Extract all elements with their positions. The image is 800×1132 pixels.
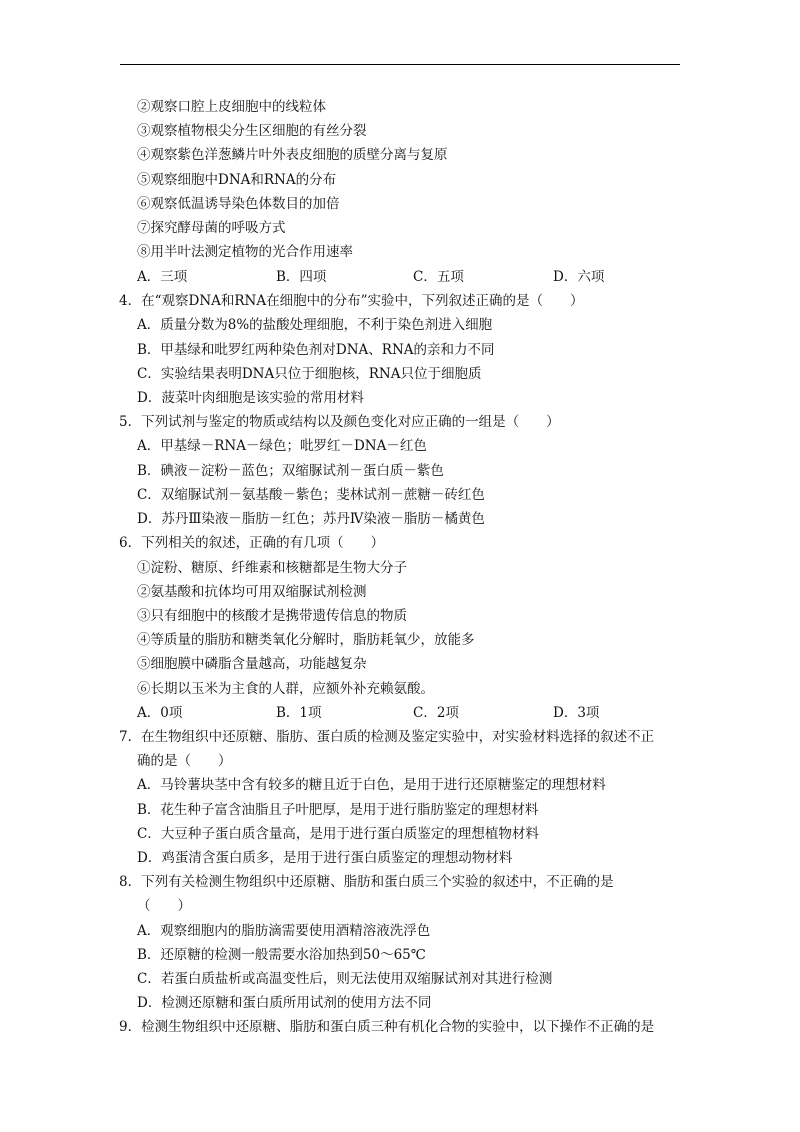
q3-item-4: ④观察紫色洋葱鳞片叶外表皮细胞的质壁分离与复原 bbox=[137, 147, 448, 163]
q7-option-a: A．马铃薯块茎中含有较多的糖且近于白色，是用于进行还原糖鉴定的理想材料 bbox=[137, 777, 606, 793]
header-rule bbox=[120, 64, 680, 65]
q3-item-3: ③观察植物根尖分生区细胞的有丝分裂 bbox=[137, 123, 367, 139]
q3-item-7: ⑦探究酵母菌的呼吸方式 bbox=[137, 220, 286, 236]
q6-item-3: ③只有细胞中的核酸才是携带遗传信息的物质 bbox=[137, 608, 407, 624]
q7-stem-line2: 确的是（ ） bbox=[137, 753, 232, 769]
q7-option-d: D．鸡蛋清含蛋白质多，是用于进行蛋白质鉴定的理想动物材料 bbox=[137, 850, 513, 866]
q6-option-c: C．2项 bbox=[413, 705, 459, 721]
q9-stem-line1: 9．检测生物组织中还原糖、脂肪和蛋白质三种有机化合物的实验中，以下操作不正确的是 bbox=[119, 1019, 655, 1035]
q6-item-6: ⑥长期以玉米为主食的人群，应额外补充赖氨酸。 bbox=[137, 681, 434, 697]
q3-option-b: B．四项 bbox=[276, 269, 327, 285]
q6-item-4: ④等质量的脂肪和糖类氧化分解时，脂肪耗氧少，放能多 bbox=[137, 632, 475, 648]
q8-stem-line2: （ ） bbox=[137, 898, 191, 914]
q6-item-5: ⑤细胞膜中磷脂含量越高，功能越复杂 bbox=[137, 656, 367, 672]
q3-item-2: ②观察口腔上皮细胞中的线粒体 bbox=[137, 99, 326, 115]
q5-option-d: D．苏丹Ⅲ染液－脂肪－红色；苏丹Ⅳ染液－脂肪－橘黄色 bbox=[137, 511, 485, 527]
q8-option-a: A．观察细胞内的脂肪滴需要使用酒精溶液洗浮色 bbox=[137, 923, 431, 939]
q6-options bbox=[0, 704, 800, 722]
q8-option-d: D．检测还原糖和蛋白质所用试剂的使用方法不同 bbox=[137, 995, 432, 1011]
q5-option-c: C．双缩脲试剂－氨基酸－紫色；斐林试剂－蔗糖－砖红色 bbox=[137, 487, 485, 503]
q4-option-b: B．甲基绿和吡罗红两种染色剂对DNA、RNA的亲和力不同 bbox=[137, 342, 495, 358]
q5-stem: 5．下列试剂与鉴定的物质或结构以及颜色变化对应正确的一组是（ ） bbox=[119, 414, 560, 430]
q7-option-b: B．花生种子富含油脂且子叶肥厚，是用于进行脂肪鉴定的理想材料 bbox=[137, 802, 539, 818]
q8-option-c: C．若蛋白质盐析或高温变性后，则无法使用双缩脲试剂对其进行检测 bbox=[137, 971, 553, 987]
q6-stem: 6．下列相关的叙述，正确的有几项（ ） bbox=[119, 535, 385, 551]
q3-item-6: ⑥观察低温诱导染色体数目的加倍 bbox=[137, 196, 340, 212]
q3-options bbox=[0, 268, 800, 286]
q5-option-a: A．甲基绿－RNA－绿色；吡罗红－DNA－红色 bbox=[137, 438, 427, 454]
q8-stem-line1: 8．下列有关检测生物组织中还原糖、脂肪和蛋白质三个实验的叙述中，不正确的是 bbox=[119, 874, 614, 890]
q3-item-5: ⑤观察细胞中DNA和RNA的分布 bbox=[137, 172, 337, 188]
q8-option-b: B．还原糖的检测一般需要水浴加热到50～65℃ bbox=[137, 947, 426, 963]
q3-option-c: C．五项 bbox=[413, 269, 464, 285]
q6-option-a: A．0项 bbox=[137, 705, 183, 721]
q7-option-c: C．大豆种子蛋白质含量高，是用于进行蛋白质鉴定的理想植物材料 bbox=[137, 826, 539, 842]
q4-stem: 4．在“观察DNA和RNA在细胞中的分布”实验中，下列叙述正确的是（ ） bbox=[119, 293, 584, 309]
q3-item-8: ⑧用半叶法测定植物的光合作用速率 bbox=[137, 244, 353, 260]
q3-option-a: A．三项 bbox=[137, 269, 188, 285]
q6-item-2: ②氨基酸和抗体均可用双缩脲试剂检测 bbox=[137, 584, 367, 600]
q6-option-d: D．3项 bbox=[553, 705, 600, 721]
q4-option-c: C．实验结果表明DNA只位于细胞核，RNA只位于细胞质 bbox=[137, 366, 482, 382]
q6-option-b: B．1项 bbox=[276, 705, 322, 721]
q5-option-b: B．碘液－淀粉－蓝色；双缩脲试剂－蛋白质－紫色 bbox=[137, 463, 444, 479]
q4-option-d: D．菠菜叶肉细胞是该实验的常用材料 bbox=[137, 390, 364, 406]
q3-option-d: D．六项 bbox=[553, 269, 605, 285]
q7-stem-line1: 7．在生物组织中还原糖、脂肪、蛋白质的检测及鉴定实验中，对实验材料选择的叙述不正 bbox=[119, 729, 655, 745]
q4-option-a: A．质量分数为8%的盐酸处理细胞，不利于染色剂进入细胞 bbox=[137, 317, 493, 333]
q6-item-1: ①淀粉、糖原、纤维素和核糖都是生物大分子 bbox=[137, 560, 407, 576]
